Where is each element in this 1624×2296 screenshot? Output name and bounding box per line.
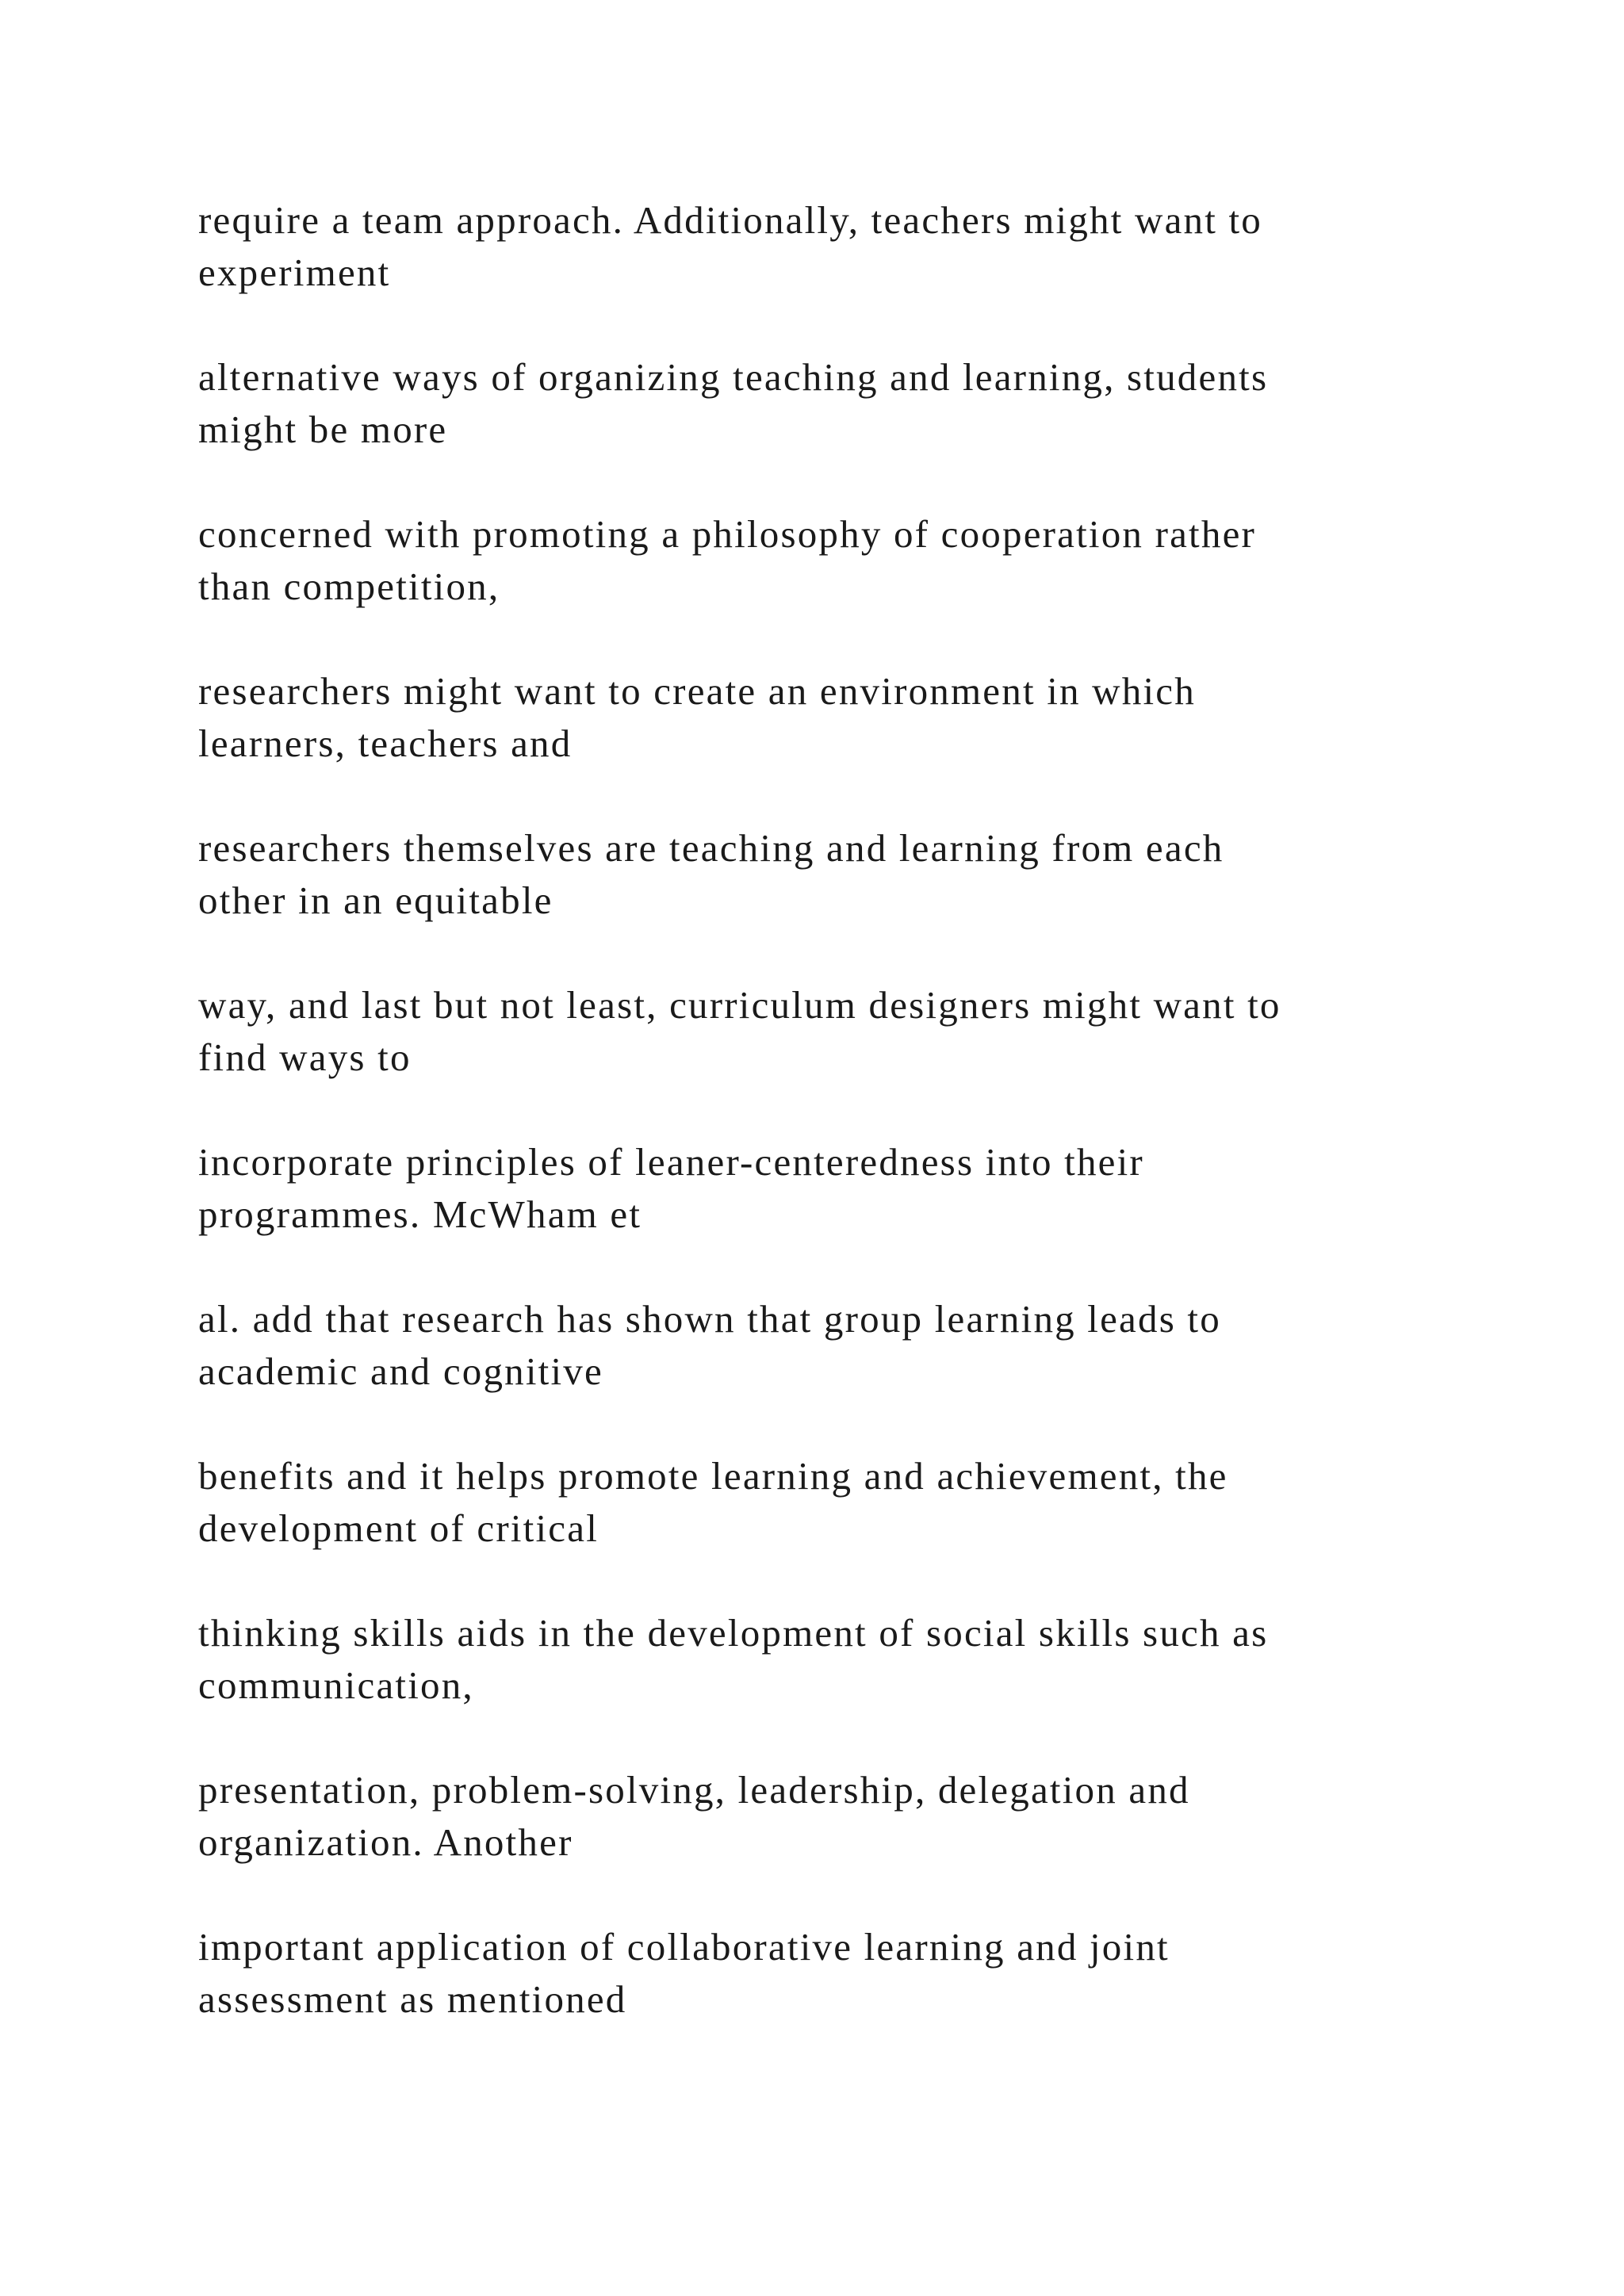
paragraph	[198, 1136, 1507, 1241]
paragraph	[198, 1293, 1507, 1398]
paragraph	[198, 1607, 1507, 1712]
paragraph	[198, 1450, 1507, 1555]
text-line: al. add that research has shown that group learning leads to	[198, 1297, 1221, 1341]
text-line: might be more	[198, 408, 448, 451]
text-line: presentation, problem-solving, leadership, delegation and	[198, 1768, 1190, 1812]
body-text	[198, 194, 1507, 2078]
paragraph	[198, 979, 1507, 1084]
text-line: learners, teachers and	[198, 721, 573, 765]
text-line: find ways to	[198, 1035, 412, 1079]
paragraph	[198, 822, 1507, 927]
text-line: academic and cognitive	[198, 1349, 603, 1393]
text-line: alternative ways of organizing teaching and learning, students	[198, 355, 1269, 399]
text-line: researchers might want to create an environment in which	[198, 669, 1196, 713]
text-line: than competition,	[198, 564, 500, 608]
text-line: programmes. McWham et	[198, 1192, 642, 1236]
text-line: assessment as mentioned	[198, 1977, 627, 2021]
text-line: way, and last but not least, curriculum designers might want to	[198, 983, 1281, 1027]
text-line: benefits and it helps promote learning and achievement, the	[198, 1454, 1228, 1498]
text-line: other in an equitable	[198, 878, 553, 922]
paragraph	[198, 351, 1507, 456]
text-line: important application of collaborative learning and joint	[198, 1925, 1170, 1969]
paragraph	[198, 508, 1507, 613]
text-line: organization. Another	[198, 1820, 573, 1864]
paragraph	[198, 194, 1507, 299]
text-line: researchers themselves are teaching and learning from each	[198, 826, 1224, 870]
text-line: concerned with promoting a philosophy of cooperation rather	[198, 512, 1257, 556]
paragraph	[198, 1764, 1507, 1869]
text-line: development of critical	[198, 1506, 599, 1550]
text-line: thinking skills aids in the development of social skills such as	[198, 1611, 1269, 1655]
paragraph	[198, 1921, 1507, 2026]
text-line: experiment	[198, 251, 391, 294]
paragraph	[198, 665, 1507, 770]
text-line: incorporate principles of leaner-centeredness into their	[198, 1140, 1144, 1184]
text-line: communication,	[198, 1663, 474, 1707]
text-line: require a team approach. Additionally, teachers might want to	[198, 198, 1262, 242]
